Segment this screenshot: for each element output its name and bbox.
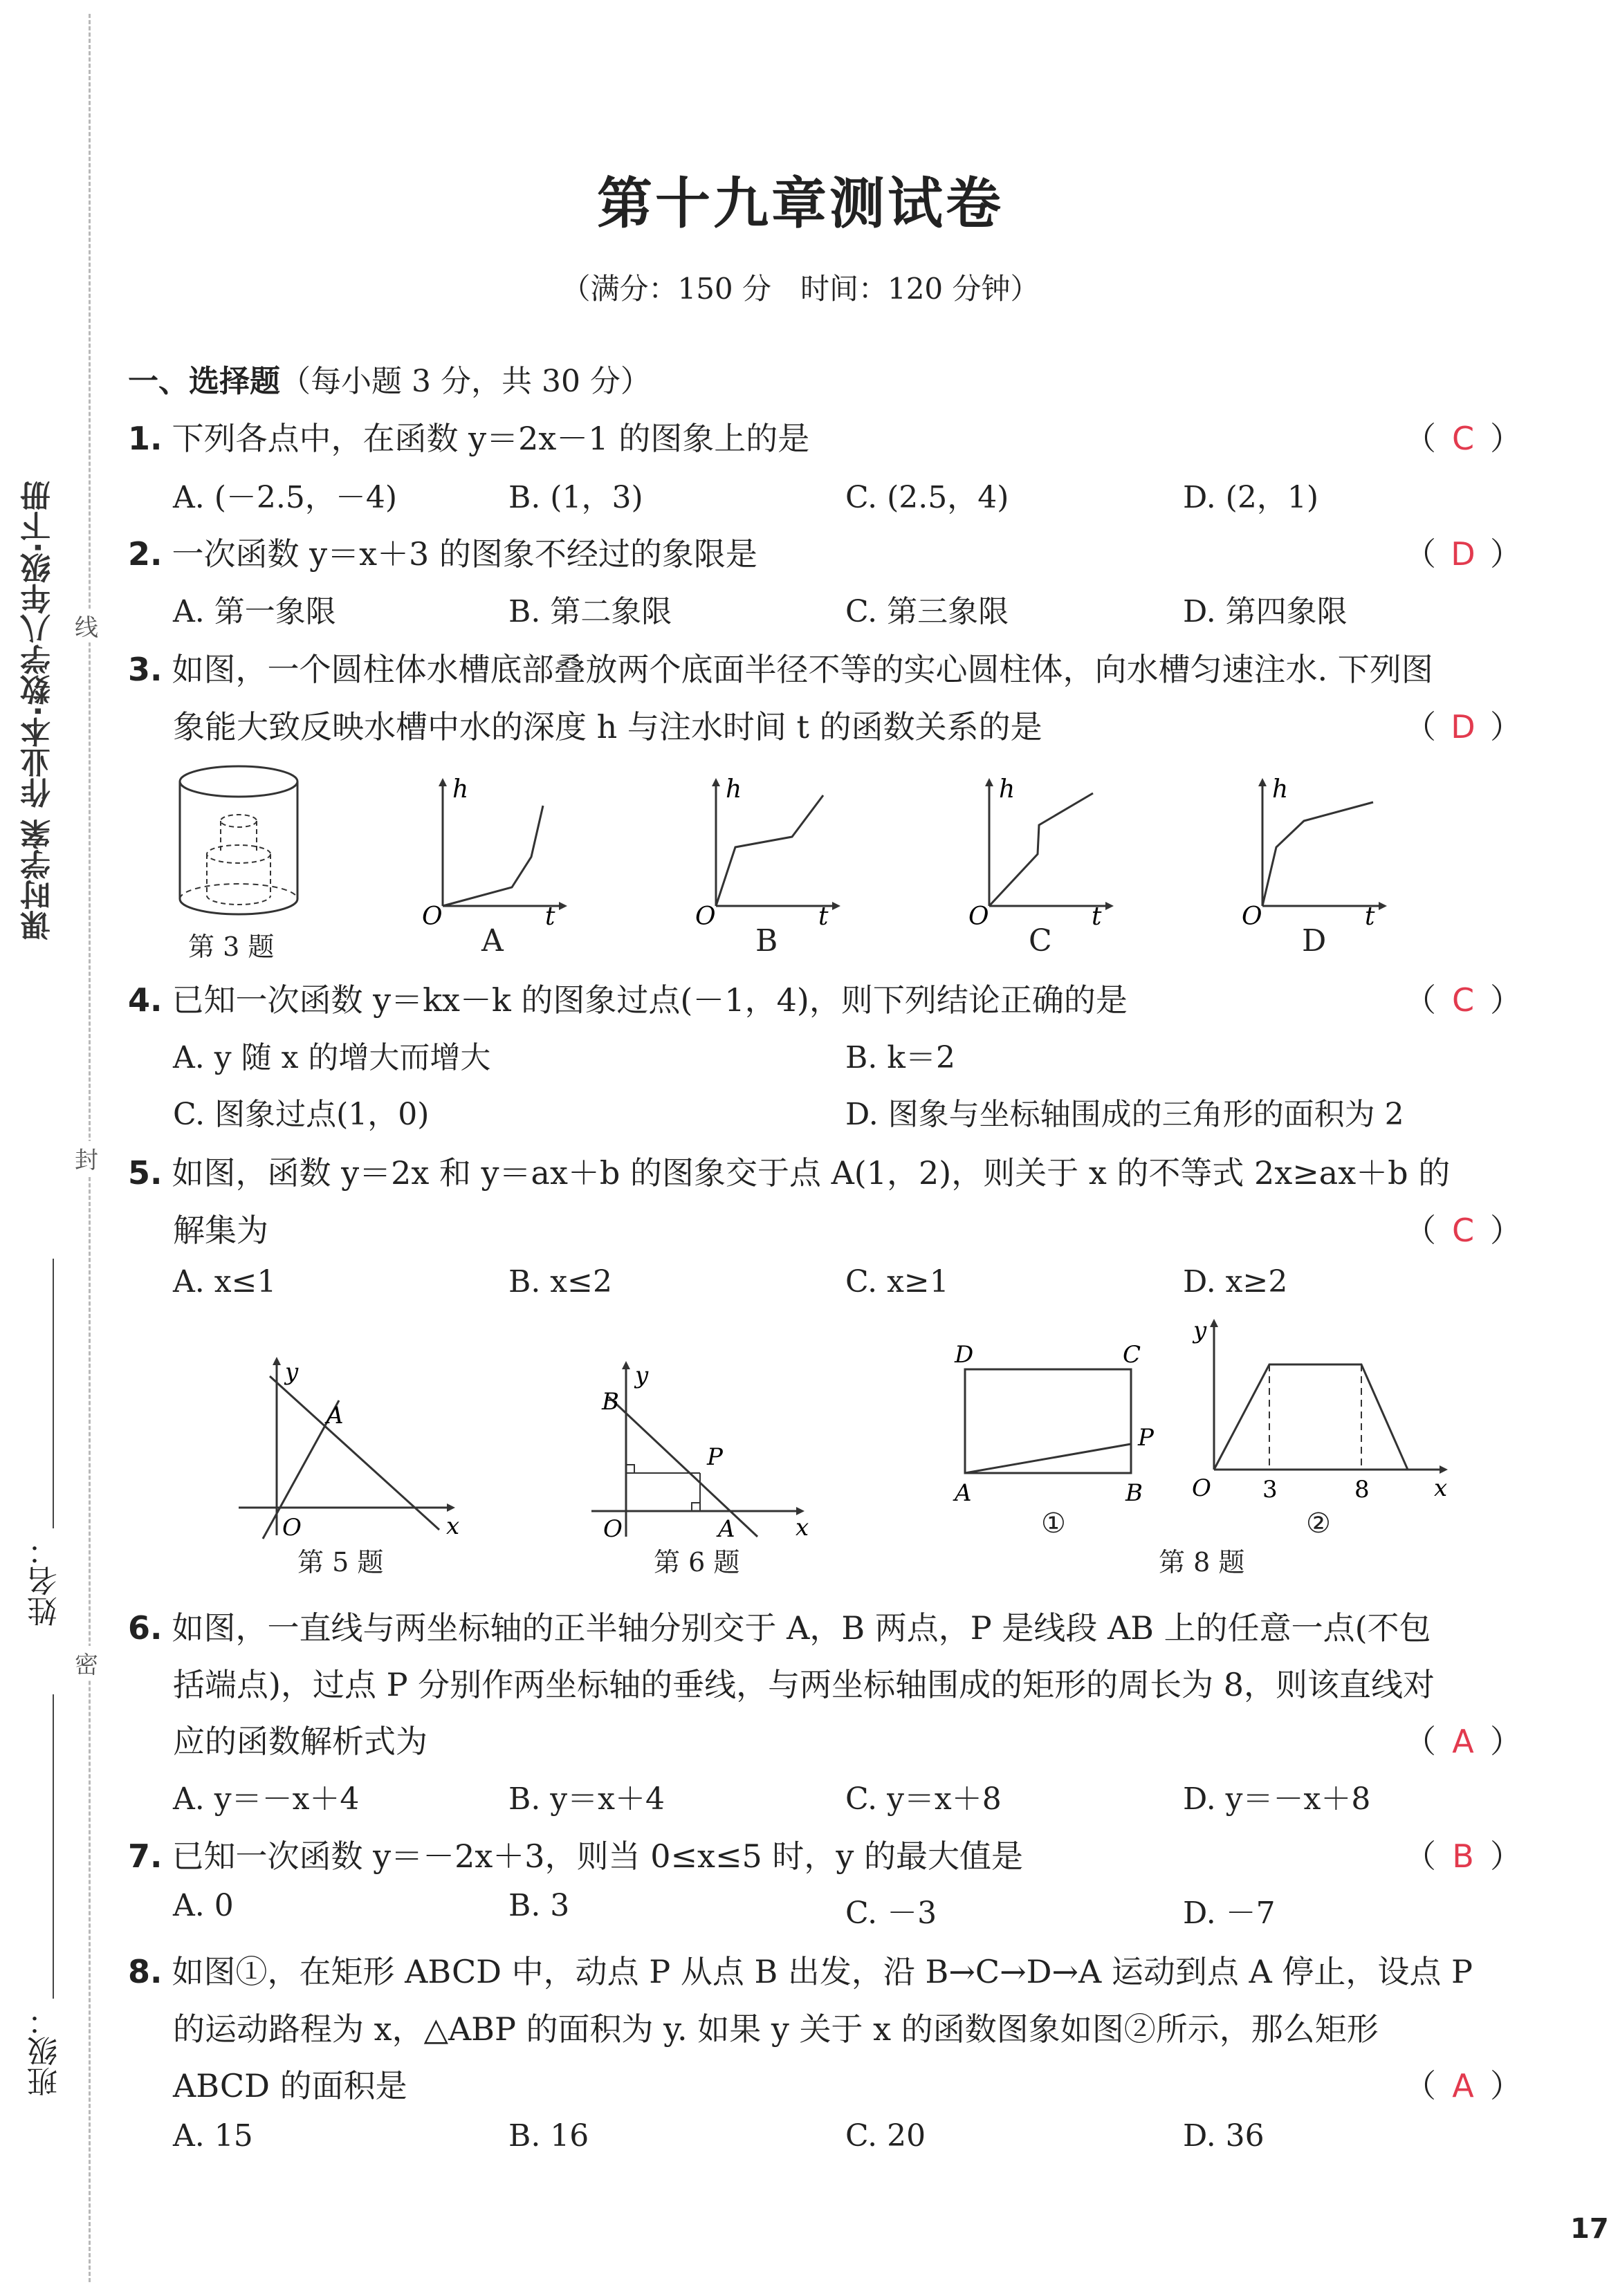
point-b-label: B xyxy=(602,1388,619,1416)
option-b[interactable]: B. y＝x＋4 xyxy=(508,1781,665,1817)
origin-label: O xyxy=(603,1515,623,1543)
q6-caption: 第 6 题 xyxy=(654,1547,740,1577)
question-3 xyxy=(128,645,1433,690)
axis-label-x: x xyxy=(446,1512,460,1540)
option-c[interactable]: C. 第三象限 xyxy=(845,594,1009,629)
answer-4[interactable]: （ C ） xyxy=(1404,981,1522,1019)
question-8-line-2: 的运动路程为 x，△ABP 的面积为 y. 如果 y 关于 x 的函数图象如图②所示，那么矩形 xyxy=(173,2010,1379,2048)
question-2 xyxy=(128,529,757,575)
question-text: 如图，一个圆柱体水槽底部叠放两个底面半径不等的实心圆柱体，向水槽匀速注水. 下列图 xyxy=(172,651,1433,688)
option-b[interactable]: B. (1，3) xyxy=(508,480,643,515)
answer-letter: C xyxy=(1451,420,1475,457)
answer-6[interactable]: （ A ） xyxy=(1404,1723,1522,1760)
answer-3[interactable]: （ D ） xyxy=(1404,708,1522,746)
fold-mark-line: 线 xyxy=(75,609,98,642)
question-number: 4. xyxy=(128,981,163,1019)
axis-label-t: t xyxy=(1092,902,1102,931)
option-a[interactable]: A. y 随 x 的增大而增大 xyxy=(173,1040,491,1075)
axis-label-t: t xyxy=(1365,902,1375,931)
option-d[interactable]: D. 36 xyxy=(1183,2118,1265,2154)
question-5-line-2: 解集为 xyxy=(173,1212,268,1249)
option-a[interactable]: A. y＝－x＋4 xyxy=(173,1781,360,1817)
q3-graph-b xyxy=(688,771,847,930)
option-b[interactable]: B. 3 xyxy=(508,1888,570,1923)
class-field[interactable] xyxy=(53,1694,54,1999)
axis-label-x: x xyxy=(796,1514,809,1542)
section-heading xyxy=(128,356,651,400)
question-number: 1. xyxy=(128,420,163,457)
name-label: 姓名： xyxy=(28,1535,63,1627)
option-c[interactable]: C. －3 xyxy=(845,1896,937,1931)
question-6-line-3: 应的函数解析式为 xyxy=(173,1723,427,1760)
q6-figure xyxy=(588,1355,816,1542)
question-6 xyxy=(128,1603,1431,1649)
question-number: 8. xyxy=(128,1953,163,1990)
option-d[interactable]: D. －7 xyxy=(1183,1896,1276,1931)
question-8 xyxy=(128,1947,1473,1992)
option-d[interactable]: D. 图象与坐标轴围成的三角形的面积为 2 xyxy=(845,1097,1404,1132)
q3-graph-label-a: A xyxy=(481,923,504,959)
q3-tank-figure xyxy=(163,757,322,937)
option-a[interactable]: A. 第一象限 xyxy=(173,594,336,629)
origin-label: O xyxy=(1192,1474,1211,1502)
book-title: 课时学案 作业本·数学八年级·下册 xyxy=(21,481,56,941)
q8-sub2: ② xyxy=(1306,1508,1331,1539)
option-b[interactable]: B. 16 xyxy=(508,2118,589,2154)
origin-label: O xyxy=(1242,902,1262,931)
axis-label-y: y xyxy=(1193,1317,1207,1344)
point-b-label: B xyxy=(1125,1479,1143,1507)
answer-letter: C xyxy=(1451,981,1475,1019)
page-title: 第十九章测试卷 xyxy=(597,171,1004,236)
question-number: 7. xyxy=(128,1837,163,1875)
axis-label-h: h xyxy=(1272,775,1289,804)
question-text: 已知一次函数 y＝kx－k 的图象过点(－1，4)，则下列结论正确的是 xyxy=(172,981,1128,1019)
q3-graph-label-c: C xyxy=(1029,923,1052,959)
option-b[interactable]: B. 第二象限 xyxy=(508,594,672,629)
axis-label-h: h xyxy=(999,775,1015,804)
option-c[interactable]: C. x≥1 xyxy=(845,1264,949,1299)
q8-sub1: ① xyxy=(1041,1508,1066,1539)
question-text: 已知一次函数 y＝－2x＋3，则当 0≤x≤5 时，y 的最大值是 xyxy=(172,1837,1023,1875)
origin-label: O xyxy=(282,1514,302,1542)
axis-label-t: t xyxy=(818,902,829,931)
answer-letter: B xyxy=(1452,1837,1474,1875)
section-title: 一、选择题 xyxy=(128,364,280,399)
q3-graph-a xyxy=(415,771,574,930)
axis-label-y: y xyxy=(635,1362,649,1389)
q3-graph-c xyxy=(962,771,1121,930)
question-text: 如图①，在矩形 ABCD 中，动点 P 从点 B 出发，沿 B→C→D→A 运动到点 A 停止，设点 P xyxy=(172,1953,1473,1990)
question-number: 5. xyxy=(128,1154,163,1192)
option-a[interactable]: A. x≤1 xyxy=(173,1264,277,1299)
axis-label-x: x xyxy=(1434,1474,1448,1502)
option-a[interactable]: A. 15 xyxy=(173,2118,253,2154)
q3-graph-d xyxy=(1235,771,1394,930)
question-text: 一次函数 y＝x＋3 的图象不经过的象限是 xyxy=(172,535,757,573)
tick-3-label: 3 xyxy=(1262,1476,1278,1503)
question-4 xyxy=(128,975,1128,1021)
fold-mark-secret: 密 xyxy=(75,1646,98,1680)
q8-caption: 第 8 题 xyxy=(1159,1547,1245,1577)
option-b[interactable]: B. k＝2 xyxy=(845,1040,955,1075)
answer-7[interactable]: （ B ） xyxy=(1404,1837,1522,1875)
origin-label: O xyxy=(968,902,989,931)
option-a[interactable]: A. 0 xyxy=(173,1888,234,1923)
option-c[interactable]: C. 图象过点(1，0) xyxy=(173,1097,430,1132)
question-5 xyxy=(128,1148,1450,1194)
question-1 xyxy=(128,414,809,459)
point-c-label: C xyxy=(1123,1341,1141,1369)
q3-graph-label-b: B xyxy=(755,923,778,959)
option-c[interactable]: C. (2.5，4) xyxy=(845,480,1009,515)
option-b[interactable]: B. x≤2 xyxy=(508,1264,612,1299)
answer-letter: C xyxy=(1451,1212,1475,1249)
question-7 xyxy=(128,1831,1023,1877)
axis-label-h: h xyxy=(452,775,469,804)
name-field[interactable] xyxy=(53,1259,54,1528)
question-6-line-2: 括端点)，过点 P 分别作两坐标轴的垂线，与两坐标轴围成的矩形的周长为 8，则该直线对 xyxy=(173,1666,1435,1703)
question-8-line-3: ABCD 的面积是 xyxy=(173,2067,407,2104)
origin-label: O xyxy=(422,902,443,931)
answer-letter: D xyxy=(1451,708,1475,746)
answer-letter: A xyxy=(1452,2067,1474,2104)
axis-label-t: t xyxy=(545,902,555,931)
q8-figure-2 xyxy=(1186,1311,1456,1511)
answer-letter: A xyxy=(1452,1723,1474,1760)
answer-letter: D xyxy=(1451,535,1475,573)
origin-label: O xyxy=(695,902,716,931)
question-number: 2. xyxy=(128,535,163,573)
point-a-label: A xyxy=(955,1479,972,1507)
option-d[interactable]: D. 第四象限 xyxy=(1183,594,1348,629)
q5-figure xyxy=(235,1349,463,1542)
option-d[interactable]: D. x≥2 xyxy=(1183,1264,1288,1299)
answer-2[interactable]: （ D ） xyxy=(1404,535,1522,573)
option-a[interactable]: A. (－2.5，－4) xyxy=(173,480,398,515)
answer-5[interactable]: （ C ） xyxy=(1404,1212,1522,1249)
q8-figure-1 xyxy=(944,1342,1173,1521)
question-number: 3. xyxy=(128,651,163,688)
option-d[interactable]: D. y＝－x＋8 xyxy=(1183,1781,1371,1817)
answer-1[interactable]: （ C ） xyxy=(1404,420,1522,457)
page-number: 17 xyxy=(1570,2213,1609,2245)
class-label: 班级： xyxy=(28,2006,63,2097)
answer-8[interactable]: （ A ） xyxy=(1404,2067,1522,2104)
axis-label-y: y xyxy=(285,1358,299,1386)
question-text: 下列各点中，在函数 y＝2x－1 的图象上的是 xyxy=(172,420,810,457)
point-a-label: A xyxy=(718,1515,735,1543)
fold-mark-seal: 封 xyxy=(75,1141,98,1175)
option-c[interactable]: C. y＝x＋8 xyxy=(845,1781,1002,1817)
point-d-label: D xyxy=(955,1341,974,1369)
point-p-label: P xyxy=(1138,1424,1154,1452)
question-text: 如图，一直线与两坐标轴的正半轴分别交于 A，B 两点，P 是线段 AB 上的任意一点(不包 xyxy=(172,1609,1431,1647)
q3-graph-label-d: D xyxy=(1302,923,1327,959)
q3-caption: 第 3 题 xyxy=(188,932,275,962)
option-d[interactable]: D. (2，1) xyxy=(1183,480,1319,515)
question-text: 如图，函数 y＝2x 和 y＝ax＋b 的图象交于点 A(1，2)，则关于 x 的不等式 2x≥ax＋b 的 xyxy=(172,1154,1451,1192)
point-a-label: A xyxy=(327,1402,344,1429)
tick-8-label: 8 xyxy=(1354,1476,1370,1503)
question-3-line-2: 象能大致反映水槽中水的深度 h 与注水时间 t 的函数关系的是 xyxy=(173,708,1042,746)
point-p-label: P xyxy=(707,1443,723,1471)
q5-caption: 第 5 题 xyxy=(297,1547,384,1577)
axis-label-h: h xyxy=(726,775,742,804)
section-note: （每小题 3 分，共 30 分） xyxy=(280,364,651,399)
question-number: 6. xyxy=(128,1609,163,1647)
page-subtitle: （满分：150 分 时间：120 分钟） xyxy=(561,272,1040,306)
option-c[interactable]: C. 20 xyxy=(845,2118,926,2154)
